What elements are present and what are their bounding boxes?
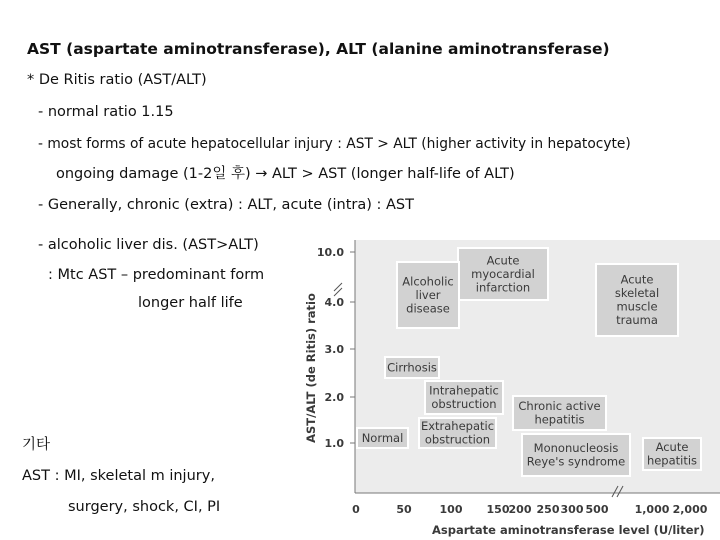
region-acute-mi	[458, 248, 548, 300]
region-normal	[357, 428, 408, 448]
note-ongoing-damage: ongoing damage (1-2일 후) → ALT > AST (longer half-life of ALT)	[56, 166, 515, 182]
region-label: obstruction	[424, 432, 491, 447]
note-generally: - Generally, chronic (extra) : ALT, acute (intra) : AST	[38, 197, 414, 213]
note-etc: 기타	[22, 437, 51, 453]
note-alcoholic: - alcoholic liver dis. (AST>ALT)	[38, 237, 259, 253]
region-label: Acute	[620, 272, 654, 287]
region-label: skeletal	[614, 286, 660, 300]
region-label: Mononucleosis	[533, 441, 619, 455]
region-label: Alcoholic	[402, 274, 454, 289]
note-ast-causes-cont: surgery, shock, CI, PI	[68, 499, 221, 515]
x-tick-label: 250	[536, 503, 560, 516]
region-label: Acute	[486, 253, 520, 268]
region-label: hepatitis	[534, 412, 585, 427]
note-mtc-ast: : Mtc AST – predominant form	[48, 267, 265, 283]
x-tick-label: 200	[508, 503, 532, 516]
y-axis-break-icon	[334, 283, 342, 296]
region-label: Chronic active	[518, 399, 601, 413]
region-cirrhosis	[385, 357, 439, 378]
region-skeletal	[596, 264, 678, 336]
region-mono	[522, 434, 630, 476]
y-tick-label: 3.0	[324, 343, 344, 356]
region-label: hepatitis	[646, 453, 698, 468]
region-label: liver	[415, 287, 441, 302]
region-label: Extrahepatic	[420, 419, 495, 433]
region-label: Normal	[361, 430, 404, 445]
region-extrahepatic	[419, 418, 496, 448]
x-axis-title: Aspartate aminotransferase level (U/liter)	[432, 523, 705, 537]
y-tick-label: 1.0	[324, 437, 344, 450]
y-tick-label: 10.0	[316, 246, 344, 259]
x-tick-label: 1,000	[634, 503, 670, 516]
x-tick-label: 50	[396, 503, 412, 516]
note-ast-causes: AST : MI, skeletal m injury,	[22, 468, 215, 484]
page-title: AST (aspartate aminotransferase), ALT (alanine aminotransferase)	[27, 40, 610, 58]
region-label: Acute	[655, 440, 689, 454]
x-tick-label: 300	[560, 503, 584, 516]
region-label: Intrahepatic	[429, 383, 499, 398]
x-tick-label: 2,000	[672, 503, 708, 516]
region-label: trauma	[616, 313, 658, 327]
region-label: Cirrhosis	[387, 360, 437, 375]
y-tick-label: 2.0	[324, 391, 344, 404]
note-acute-injury: - most forms of acute hepatocellular injury : AST > ALT (higher activity in hepatocyte)	[38, 136, 631, 152]
y-axis-title: AST/ALT (de Ritis) ratio	[304, 293, 318, 443]
region-chronic-hep	[513, 396, 606, 430]
region-label: myocardial	[471, 266, 535, 281]
y-tick-label: 4.0	[324, 296, 344, 309]
region-acute-hep	[643, 438, 701, 470]
region-label: obstruction	[431, 397, 497, 411]
region-alcoholic	[397, 262, 459, 328]
region-label: muscle	[616, 299, 658, 314]
x-tick-label: 500	[585, 503, 609, 516]
note-normal-ratio: - normal ratio 1.15	[38, 104, 174, 120]
x-tick-label: 150	[486, 503, 510, 516]
note-half-life: longer half life	[138, 295, 243, 311]
x-tick-label: 0	[352, 503, 360, 516]
region-label: infarction	[475, 280, 531, 295]
note-de-ritis: * De Ritis ratio (AST/ALT)	[27, 72, 207, 88]
region-intrahepatic	[425, 381, 503, 414]
x-tick-label: 100	[439, 503, 463, 516]
region-label: Reye's syndrome	[526, 454, 626, 469]
region-label: disease	[406, 301, 450, 316]
